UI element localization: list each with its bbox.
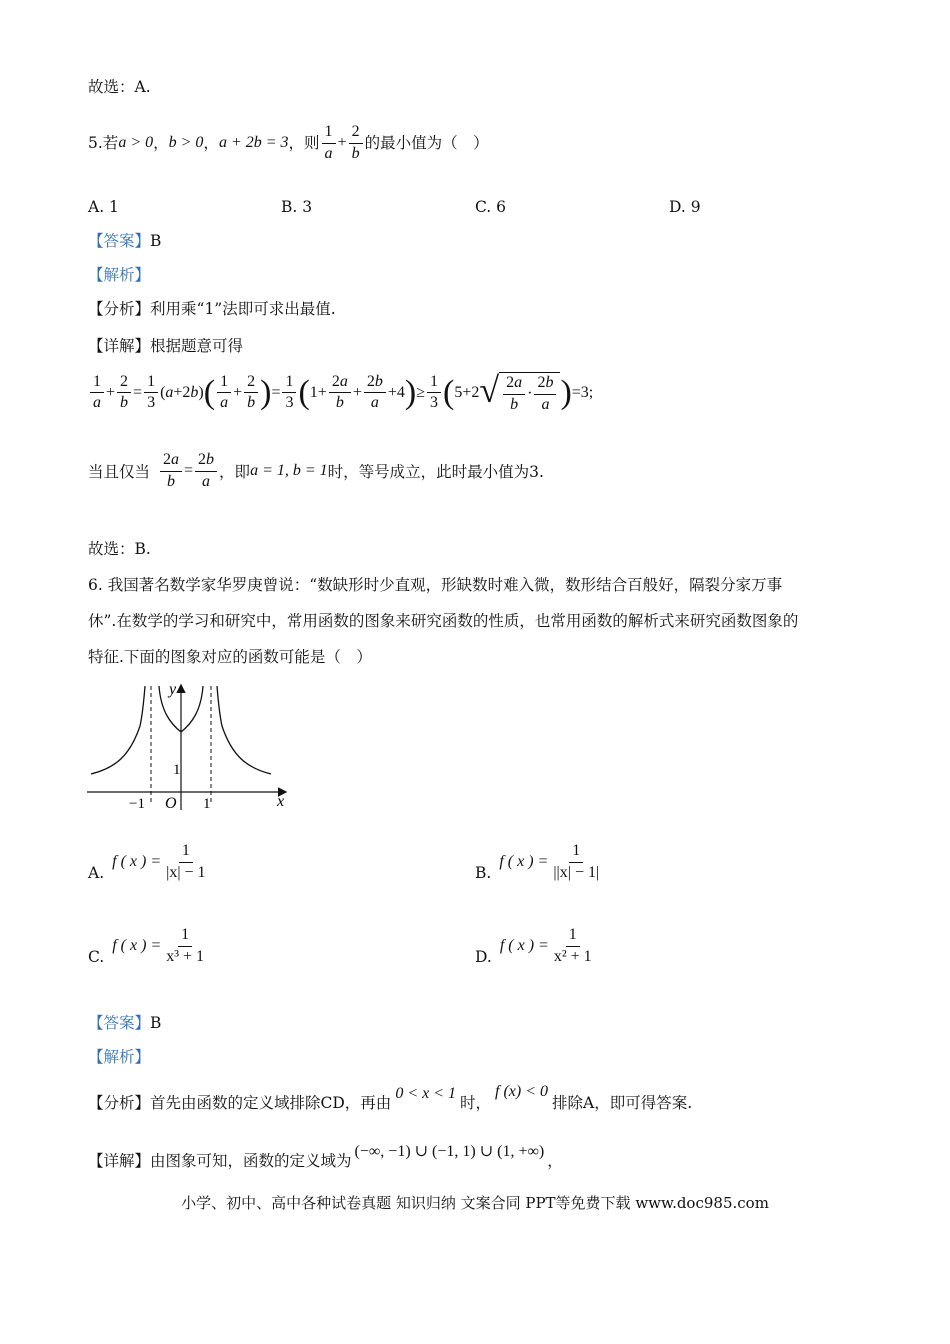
fenxi-tag: 【分析】 [88,1094,151,1112]
option-denominator: ||x| − 1| [553,863,600,881]
q6-answer-line [88,1012,161,1034]
q5-answer-line [88,230,161,252]
answer-tag: 【答案】 [88,1014,151,1032]
equality-post: 时，等号成立，此时最小值为3. [327,463,544,482]
fenxi-tag: 【分析】 [88,300,151,318]
q5-target-expression: $\frac{1}{a}$ + $\frac{2}{b}$ [320,124,365,163]
y-axis-label: y [169,682,177,698]
xiangjie-tag: 【详解】 [88,337,151,355]
q5-stem [88,124,489,163]
q5-option-a: A. 1 [88,198,119,216]
option-denominator: x³ + 1 [166,947,205,965]
q5-option-d: D. 9 [669,198,701,216]
option-lhs: f ( x ) = [112,853,162,871]
xiangjie-post: ， [547,1152,563,1170]
q5-cond-sum: a + 2b = 3 [218,134,289,152]
answer-value: B [150,1014,162,1032]
equality-values: a = 1, b = 1 [250,462,328,480]
q6-option-c [88,927,209,966]
option-numerator: 1 [569,843,583,863]
analysis-tag: 【解析】 [88,266,151,284]
origin-label: O [165,795,177,812]
domain-expression: (−∞, −1) ∪ (−1, 1) ∪ (1, +∞) [354,1143,545,1160]
q5-conclusion: 故选：B. [88,540,151,558]
analysis-tag: 【解析】 [88,1048,151,1066]
option-numerator: 1 [179,843,193,863]
q5-number: 5. [88,134,103,153]
separator: ， [203,134,219,153]
q6-stem-line-1: 6. 我国著名数学家华罗庚曾说：“数缺形时少直观，形缺数时难入微，数形结合百般好，隔裂分家万事 [88,576,783,594]
q5-fenxi [88,298,336,320]
separator: ， [153,134,169,153]
q5-equality-condition [88,452,544,491]
fenxi-text-mid: 时， [460,1094,492,1112]
option-lhs: f ( x ) = [499,937,549,955]
fenxi-text-post: 排除A，即可得答案. [552,1094,693,1112]
option-denominator: |x| − 1 [166,863,206,881]
x-axis-label: x [277,793,285,810]
option-lhs: f ( x ) = [499,853,549,871]
fenxi-inequality: f (x) < 0 [495,1083,549,1100]
q6-fenxi [88,1083,693,1115]
q6-option-a [88,843,211,882]
option-letter: D. [475,947,492,966]
fenxi-condition: 0 < x < 1 [395,1085,457,1102]
option-denominator: x² + 1 [553,947,592,965]
q5-option-c: C. 6 [475,198,507,216]
q5-stem-pre: 若 [102,134,119,153]
q5-xiangjie [88,335,243,357]
xiangjie-text: 根据题意可得 [150,337,244,355]
curve-right-branch [217,686,271,774]
q5-stem-post: 的最小值为（ ） [364,134,489,153]
equality-pre: 当且仅当 [88,463,151,482]
q5-derivation-formula: $\frac{1}{a}$ + $\frac{2}{b}$ = $\frac{1}{3}$ ( a +2 b ) ( $\frac{1}{a}$ + $\frac{2}{b}$ ) = $\frac{1}{3}$ ( 1+ $\frac{2a}{b}$ + $\frac{2b}{a}$ +4 ) ≥ $\frac{1}{3}$ ( 5+2 √ $\frac{2a}{b}$ · $\frac{2b}{a}$ ) =3; [88,372,593,414]
tick-label-pos1: 1 [203,796,211,812]
q6-stem-line-3: 特征.下面的图象对应的函数可能是（ ） [88,648,372,666]
prev-conclusion: 故选：A. [88,78,151,96]
tick-label-y1: 1 [173,762,181,778]
q5-cond-b: b > 0 [168,134,204,152]
option-letter: B. [475,863,492,882]
xiangjie-text: 由图象可知，函数的定义域为 [150,1152,352,1170]
equality-expression: $\frac{2a}{b}$ = $\frac{2b}{a}$ [158,452,219,491]
q6-xiangjie [88,1143,563,1173]
equality-mid: ，即 [219,463,251,482]
fenxi-text: 利用乘“1”法即可求出最值. [150,300,336,318]
tick-label-neg1: −1 [129,796,145,812]
q5-option-b: B. 3 [281,198,313,216]
curve-left-branch [91,686,145,774]
option-letter: C. [88,947,105,966]
option-numerator: 1 [566,927,580,947]
q5-then: ，则 [288,134,320,153]
option-lhs: f ( x ) = [112,937,162,955]
q5-cond-a: a > 0 [118,134,154,152]
fenxi-text-pre: 首先由函数的定义域排除CD，再由 [150,1094,392,1112]
q6-option-b [475,843,604,882]
xiangjie-tag: 【详解】 [88,1152,151,1170]
answer-value: B [150,232,162,250]
q6-stem-line-2: 休”.在数学的学习和研究中，常用函数的图象来研究函数的性质，也常用函数的解析式来研究函数图象的 [88,612,799,630]
q6-option-d [475,927,597,966]
option-numerator: 1 [178,927,192,947]
answer-tag: 【答案】 [88,232,151,250]
q6-function-graph [85,682,295,812]
option-letter: A. [88,863,105,882]
page-footer: 小学、初中、高中各种试卷真题 知识归纳 文案合同 PPT等免费下载 www.doc985.com [181,1194,769,1212]
